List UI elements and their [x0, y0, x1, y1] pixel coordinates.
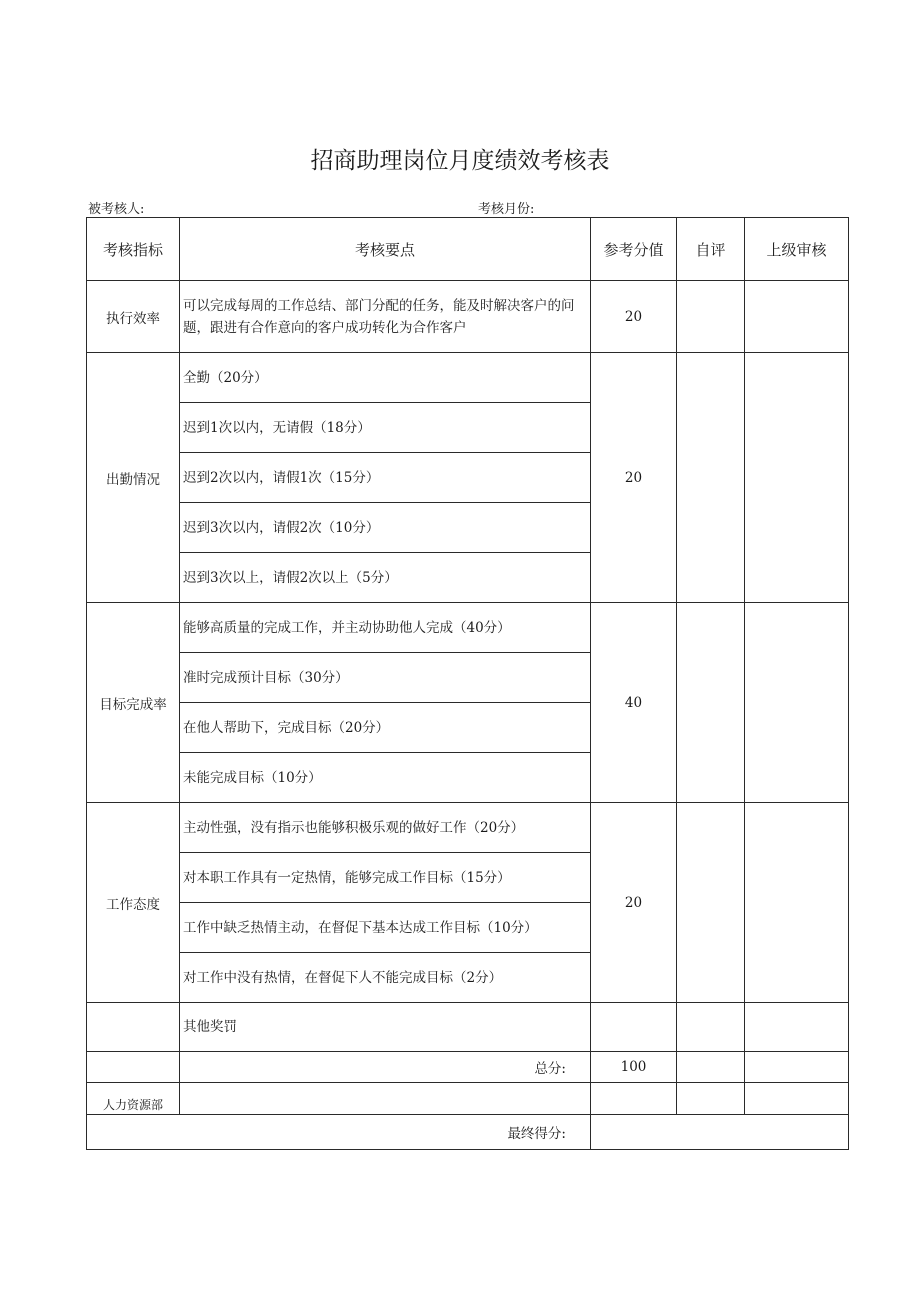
header-supervisor-review: 上级审核 — [745, 218, 849, 281]
key-point-cell: 工作中缺乏热情主动，在督促下基本达成工作目标（10分） — [180, 903, 591, 953]
key-point-cell: 全勤（20分） — [180, 353, 591, 403]
hr-self-cell[interactable] — [677, 1083, 745, 1115]
final-row — [87, 1115, 849, 1150]
page-title: 招商助理岗位月度绩效考核表 — [310, 148, 610, 174]
final-score-label: 最终得分: — [87, 1115, 591, 1150]
self-eval-cell[interactable] — [677, 603, 745, 803]
key-point-cell: 对工作中没有热情，在督促下人不能完成目标（2分） — [180, 953, 591, 1003]
indicator-cell — [87, 1003, 180, 1052]
hr-dept-label: 人力资源部 — [87, 1083, 180, 1115]
indicator-cell: 工作态度 — [87, 803, 180, 1003]
hr-supervisor-cell[interactable] — [745, 1083, 849, 1115]
key-point-cell: 迟到3次以上，请假2次以上（5分） — [180, 553, 591, 603]
header-reference-score: 参考分值 — [591, 218, 677, 281]
evaluation-table — [86, 217, 849, 1150]
indicator-cell — [87, 1052, 180, 1083]
self-eval-cell[interactable] — [677, 1003, 745, 1052]
key-point-cell: 未能完成目标（10分） — [180, 753, 591, 803]
indicator-cell: 目标完成率 — [87, 603, 180, 803]
reference-score-cell[interactable] — [591, 1003, 677, 1052]
self-eval-total-cell[interactable] — [677, 1052, 745, 1083]
key-point-cell: 迟到1次以内，无请假（18分） — [180, 403, 591, 453]
hr-note-cell[interactable] — [180, 1083, 591, 1115]
key-point-cell: 在他人帮助下，完成目标（20分） — [180, 703, 591, 753]
indicator-cell: 执行效率 — [87, 281, 180, 353]
total-row — [87, 1052, 849, 1083]
self-eval-cell[interactable] — [677, 803, 745, 1003]
table-row — [87, 603, 849, 653]
table-row — [87, 1003, 849, 1052]
reference-score-cell: 20 — [591, 353, 677, 603]
supervisor-review-cell[interactable] — [745, 603, 849, 803]
self-eval-cell[interactable] — [677, 353, 745, 603]
header-indicator: 考核指标 — [87, 218, 180, 281]
supervisor-review-cell[interactable] — [745, 803, 849, 1003]
table-row — [87, 803, 849, 853]
supervisor-review-cell[interactable] — [745, 1003, 849, 1052]
total-label: 总分: — [180, 1052, 591, 1083]
reference-score-cell: 40 — [591, 603, 677, 803]
hr-row — [87, 1083, 849, 1115]
self-eval-cell[interactable] — [677, 281, 745, 353]
indicator-cell: 出勤情况 — [87, 353, 180, 603]
key-point-cell: 迟到2次以内，请假1次（15分） — [180, 453, 591, 503]
examinee-label: 被考核人: — [88, 202, 145, 217]
reference-score-cell: 20 — [591, 281, 677, 353]
table-row — [87, 353, 849, 403]
key-point-cell: 准时完成预计目标（30分） — [180, 653, 591, 703]
key-point-cell: 能够高质量的完成工作，并主动协助他人完成（40分） — [180, 603, 591, 653]
header-key-points: 考核要点 — [180, 218, 591, 281]
supervisor-review-cell[interactable] — [745, 281, 849, 353]
key-point-cell: 主动性强，没有指示也能够积极乐观的做好工作（20分） — [180, 803, 591, 853]
other-rewards-cell: 其他奖罚 — [180, 1003, 591, 1052]
supervisor-total-cell[interactable] — [745, 1052, 849, 1083]
hr-score-cell[interactable] — [591, 1083, 677, 1115]
final-score-cell[interactable] — [591, 1115, 849, 1150]
header-row — [87, 218, 849, 281]
reference-score-cell: 20 — [591, 803, 677, 1003]
header-self-eval: 自评 — [677, 218, 745, 281]
supervisor-review-cell[interactable] — [745, 353, 849, 603]
month-label: 考核月份: — [478, 202, 535, 217]
total-value: 100 — [591, 1052, 677, 1083]
table-row — [87, 281, 849, 353]
key-point-cell: 可以完成每周的工作总结、部门分配的任务，能及时解决客户的问题，跟进有合作意向的客户成功转化为合作客户 — [180, 281, 591, 353]
key-point-cell: 对本职工作具有一定热情，能够完成工作目标（15分） — [180, 853, 591, 903]
key-point-cell: 迟到3次以内，请假2次（10分） — [180, 503, 591, 553]
